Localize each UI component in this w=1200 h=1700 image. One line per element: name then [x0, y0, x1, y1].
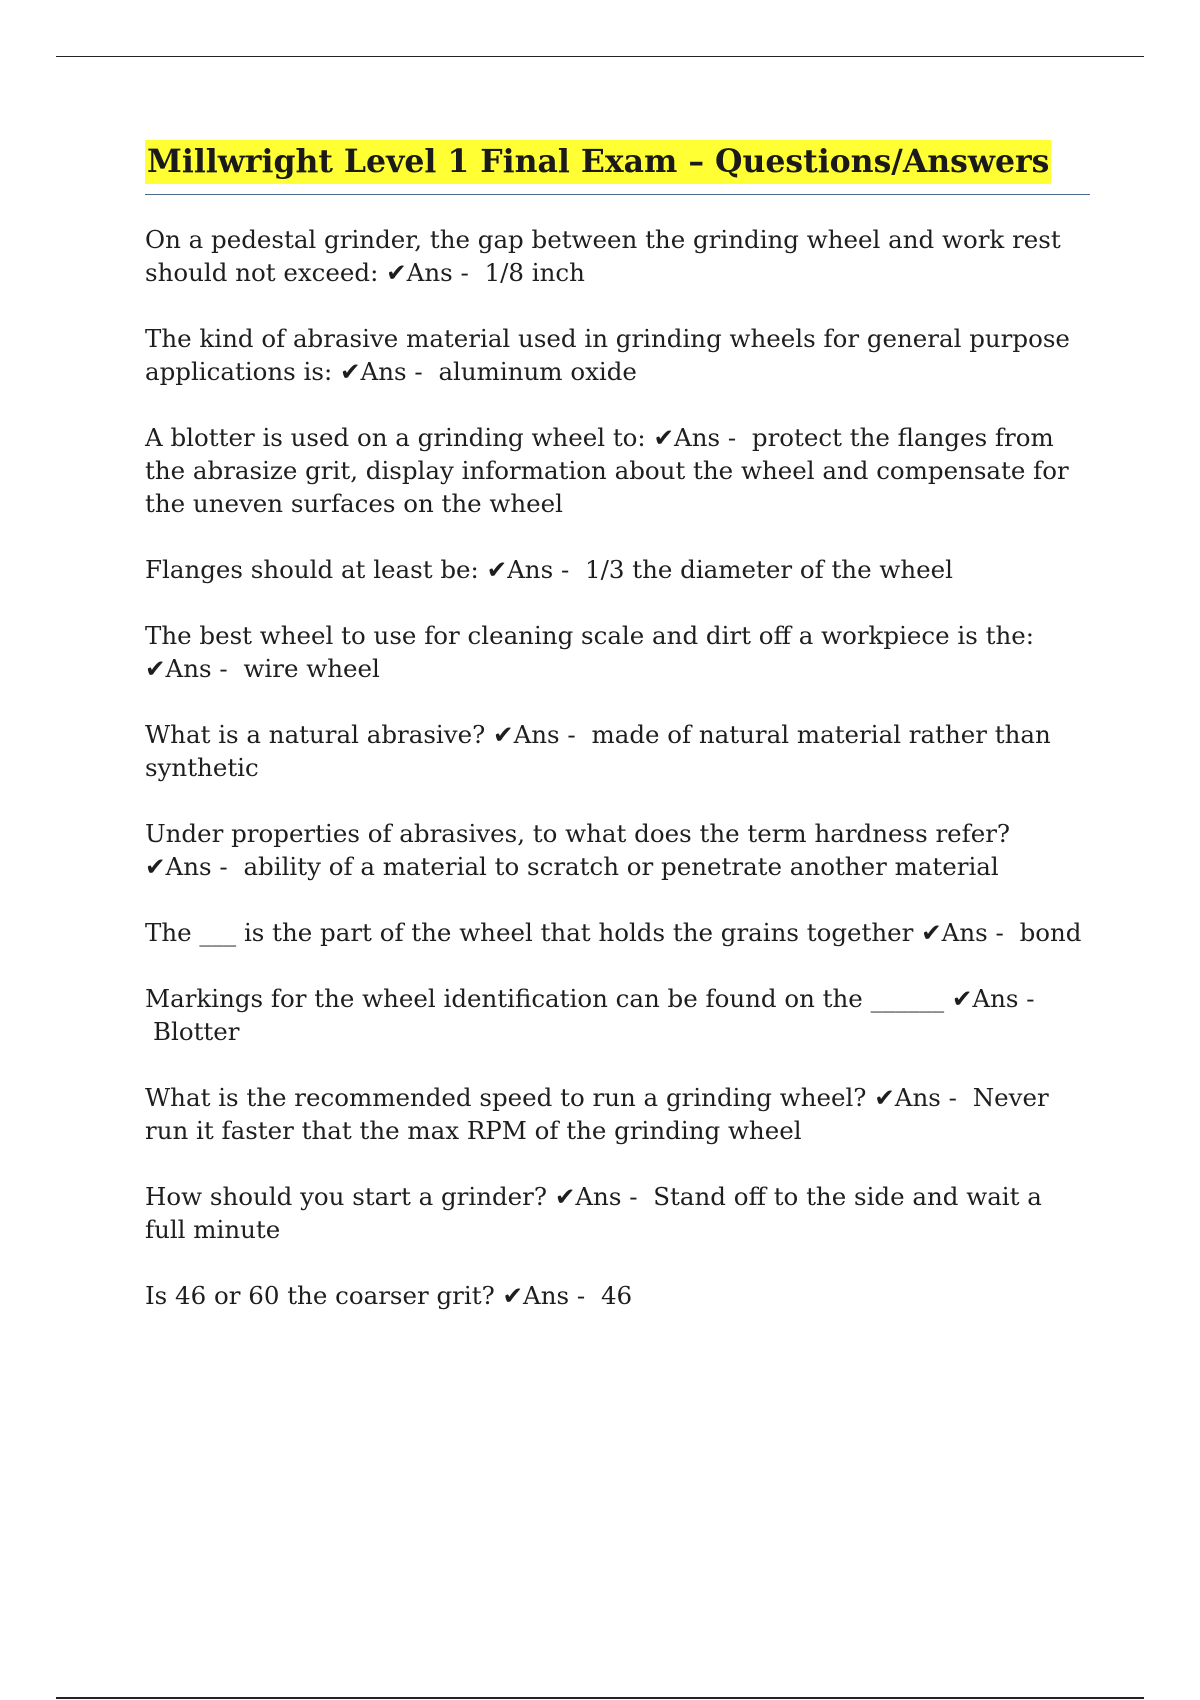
answer-text: wire wheel — [243, 654, 380, 683]
qa-list — [145, 223, 1090, 1312]
answer-marker: ✔Ans - — [951, 984, 1035, 1013]
document-body — [145, 140, 1090, 1345]
qa-item — [145, 553, 1090, 586]
question-text: The kind of abrasive material used in grinding wheels for general purpose applications is: — [145, 324, 1070, 386]
question-text: The ___ is the part of the wheel that holds the grains together — [145, 918, 914, 947]
question-text: What is a natural abrasive? — [145, 720, 486, 749]
answer-marker: ✔Ans - — [145, 654, 228, 683]
answer-marker: ✔Ans - — [486, 555, 570, 584]
answer-text: Never run it faster that the max RPM of the grinding wheel — [145, 1083, 1049, 1145]
qa-item — [145, 619, 1090, 685]
answer-text: ability of a material to scratch or penetrate another material — [243, 852, 999, 881]
answer-marker: ✔Ans - — [921, 918, 1004, 947]
answer-text: Blotter — [153, 1017, 240, 1046]
question-text: Flanges should at least be: — [145, 555, 479, 584]
answer-text: bond — [1019, 918, 1082, 947]
title-block — [145, 140, 1090, 195]
question-text: The best wheel to use for cleaning scale and dirt off a workpiece is the: — [145, 621, 1034, 650]
answer-marker: ✔Ans - — [493, 720, 576, 749]
page-bottom-rule — [56, 1697, 1144, 1699]
answer-marker: ✔Ans - — [653, 423, 737, 452]
qa-item — [145, 916, 1090, 949]
qa-item — [145, 421, 1090, 520]
answer-text: protect the flanges from the abrasize grit, display information about the wheel and compensate for the uneven surfaces on the wheel — [145, 423, 1069, 518]
answer-marker: ✔Ans - — [340, 357, 423, 386]
answer-marker: ✔Ans - — [554, 1182, 638, 1211]
qa-item — [145, 223, 1090, 289]
question-text: What is the recommended speed to run a grinding wheel? — [145, 1083, 867, 1112]
qa-item — [145, 817, 1090, 883]
answer-marker: ✔Ans - — [386, 258, 469, 287]
question-text: On a pedestal grinder, the gap between the grinding wheel and work rest should not exceed: — [145, 225, 1061, 287]
qa-item — [145, 718, 1090, 784]
qa-item — [145, 982, 1090, 1048]
question-text: A blotter is used on a grinding wheel to: — [145, 423, 646, 452]
qa-item — [145, 1279, 1090, 1312]
answer-marker: ✔Ans - — [502, 1281, 586, 1310]
answer-text: made of natural material rather than synthetic — [145, 720, 1051, 782]
answer-marker: ✔Ans - — [874, 1083, 957, 1112]
question-text: Is 46 or 60 the coarser grit? — [145, 1281, 495, 1310]
page-top-rule — [56, 56, 1144, 57]
answer-text: aluminum oxide — [438, 357, 637, 386]
qa-item — [145, 1081, 1090, 1147]
document-title: Millwright Level 1 Final Exam – Questions/Answers — [145, 140, 1051, 184]
question-text: Under properties of abrasives, to what does the term hardness refer? — [145, 819, 1011, 848]
qa-item — [145, 322, 1090, 388]
answer-text: 1/3 the diameter of the wheel — [585, 555, 953, 584]
answer-text: 1/8 inch — [484, 258, 585, 287]
question-text: Markings for the wheel identification can be found on the ______ — [145, 984, 945, 1013]
answer-marker: ✔Ans - — [145, 852, 228, 881]
answer-text: 46 — [600, 1281, 633, 1310]
qa-item — [145, 1180, 1090, 1246]
question-text: How should you start a grinder? — [145, 1182, 548, 1211]
answer-text: Stand off to the side and wait a full minute — [145, 1182, 1042, 1244]
